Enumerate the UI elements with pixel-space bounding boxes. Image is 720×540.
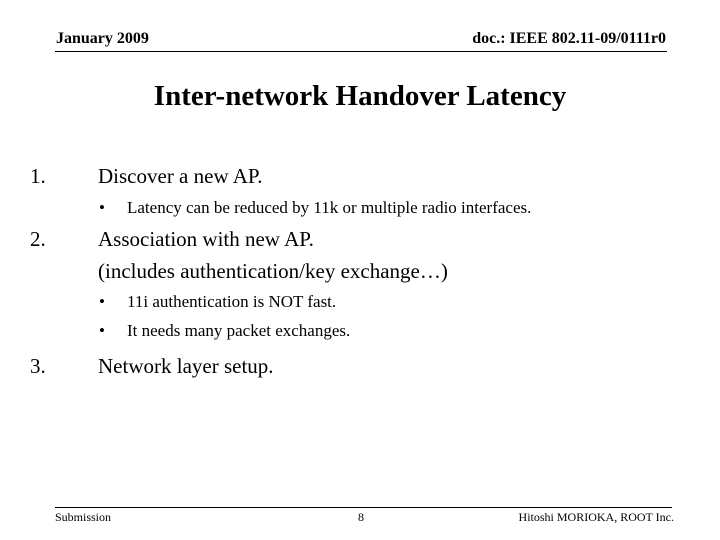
header-date: January 2009 <box>56 30 149 47</box>
list-item-text: Network layer setup. <box>98 354 274 378</box>
footer-author: Hitoshi MORIOKA, ROOT Inc. <box>518 510 674 524</box>
list-item-text: (includes authentication/key exchange…) <box>98 259 448 283</box>
bullet-icon: • <box>99 321 105 340</box>
header-doc-id: doc.: IEEE 802.11-09/0111r0 <box>472 30 666 47</box>
bullet-icon: • <box>99 198 105 217</box>
sub-bullet-text: Latency can be reduced by 11k or multiple radio interfaces. <box>127 198 532 217</box>
sub-bullet-text: It needs many packet exchanges. <box>127 321 351 340</box>
sub-bullet-text: 11i authentication is NOT fast. <box>127 292 337 311</box>
header-divider <box>55 51 667 52</box>
list-item-text: Association with new AP. <box>98 227 314 251</box>
list-item-number: 1. <box>30 164 46 188</box>
slide-title: Inter-network Handover Latency <box>153 80 567 112</box>
footer-submission: Submission <box>55 510 112 524</box>
list-item-number: 3. <box>30 354 46 378</box>
footer-page-number: 8 <box>358 510 364 524</box>
footer-divider <box>55 507 672 508</box>
list-item-number: 2. <box>30 227 46 251</box>
list-item-text: Discover a new AP. <box>98 164 263 188</box>
bullet-icon: • <box>99 292 105 311</box>
